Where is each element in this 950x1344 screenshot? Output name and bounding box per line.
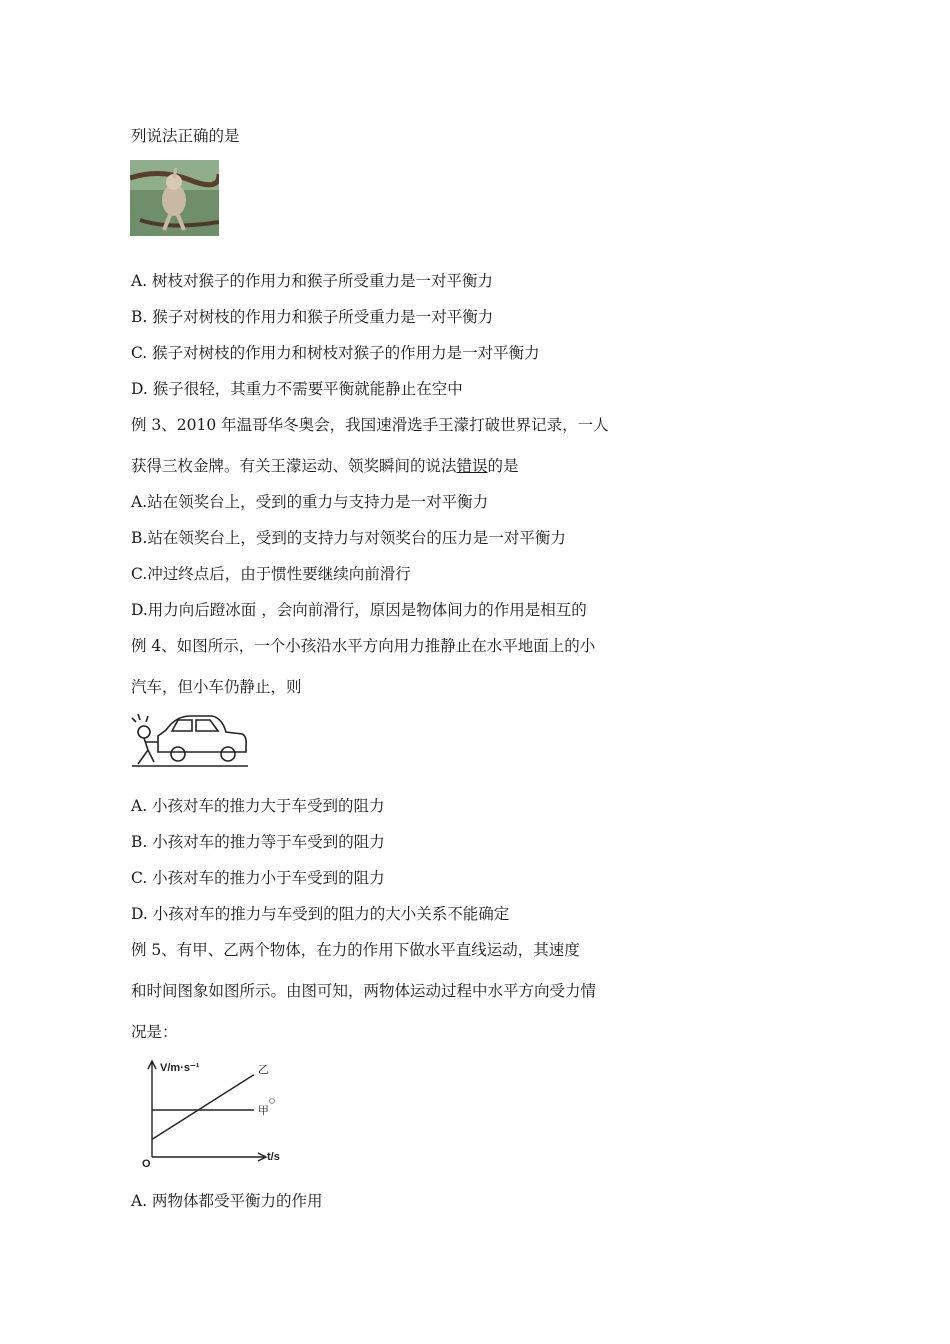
origin-label: O — [142, 1158, 151, 1170]
q3-option-b: B.站在领奖台上，受到的支持力与对领奖台的压力是一对平衡力 — [131, 529, 566, 547]
chart-axes — [148, 1061, 266, 1161]
q3-option-a: A.站在领奖台上，受到的重力与支持力是一对平衡力 — [131, 493, 489, 511]
q5-stem-line3: 况是： — [131, 1023, 178, 1041]
q2-option-d: D. 猴子很轻，其重力不需要平衡就能静止在空中 — [131, 380, 463, 398]
series-line-1 — [152, 1075, 254, 1140]
q4-option-d: D. 小孩对车的推力与车受到的阻力的大小关系不能确定 — [131, 905, 510, 923]
x-axis-label: t/s — [267, 1151, 280, 1163]
q2-option-b: B. 猴子对树枝的作用力和猴子所受重力是一对平衡力 — [131, 308, 494, 326]
q4-option-b: B. 小孩对车的推力等于车受到的阻力 — [131, 833, 385, 851]
q2-stem-tail: 列说法正确的是 — [131, 127, 240, 145]
q4-stem-line2: 汽车，但小车仍静止，则 — [131, 678, 302, 696]
q4-stem-line1: 例 4、如图所示，一个小孩沿水平方向用力推静止在水平地面上的小 — [131, 637, 596, 655]
monkey-photo — [130, 160, 219, 236]
q4-option-a: A. 小孩对车的推力大于车受到的阻力 — [131, 797, 385, 815]
q3-stem-line1: 例 3、2010 年温哥华冬奥会，我国速滑选手王濛打破世界记录，一人 — [131, 416, 609, 434]
y-axis-label: V/m·s⁻¹ — [160, 1062, 200, 1074]
velocity-time-chart — [136, 1055, 296, 1170]
series-label-1: 乙 — [257, 1062, 269, 1076]
q5-stem-line1: 例 5、有甲、乙两个物体，在力的作用下做水平直线运动，其速度 — [131, 941, 580, 959]
q2-option-c: C. 猴子对树枝的作用力和树枝对猴子的作用力是一对平衡力 — [131, 344, 540, 362]
series-label-0: 甲 — [257, 1104, 269, 1117]
q3-option-c: C.冲过终点后，由于惯性要继续向前滑行 — [131, 565, 411, 583]
q3-emphasis: 错误 — [456, 457, 488, 475]
q5-option-a: A. 两物体都受平衡力的作用 — [131, 1192, 323, 1210]
q5-stem-line2: 和时间图象如图所示。由图可知，两物体运动过程中水平方向受力情 — [131, 982, 597, 1000]
q2-option-a: A. 树枝对猴子的作用力和猴子所受重力是一对平衡力 — [131, 272, 494, 290]
q4-option-c: C. 小孩对车的推力小于车受到的阻力 — [131, 869, 385, 887]
child-pushing-car-illustration — [130, 710, 250, 770]
stray-mark — [270, 1099, 275, 1104]
q3-option-d: D.用力向后蹬冰面 ，会向前滑行，原因是物体间力的作用是相互的 — [131, 601, 587, 619]
q3-stem-line2: 获得三枚金牌。有关王濛运动、领奖瞬间的说法错误的是 — [131, 457, 519, 475]
